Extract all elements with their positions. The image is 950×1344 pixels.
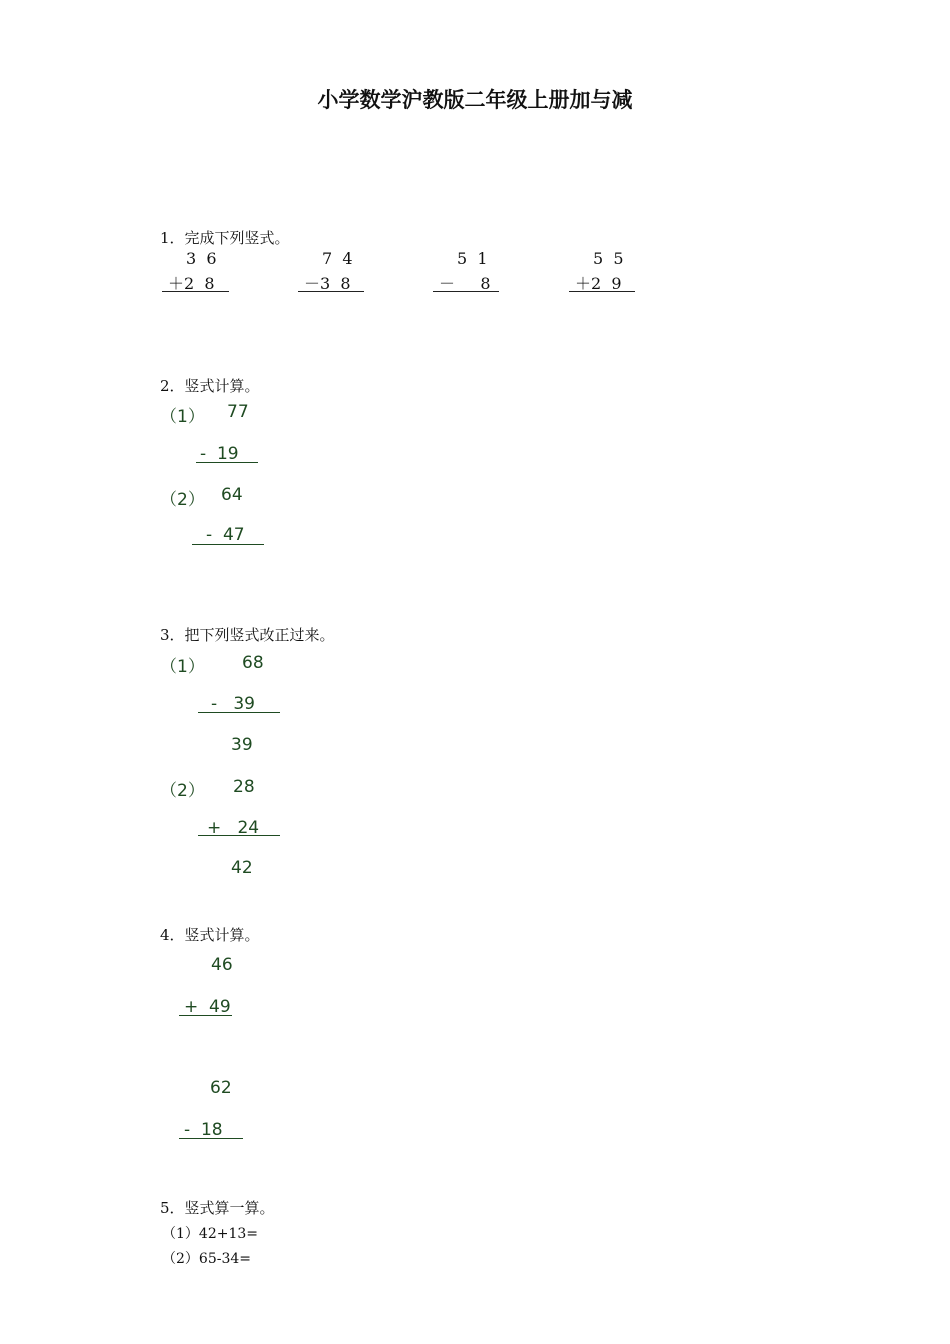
q1-bottom-number: ＋2 9 — [575, 274, 622, 293]
q4-bottom-number: + 49 — [184, 997, 231, 1017]
q2-item-label: （2） — [160, 490, 205, 510]
q1-top-number: 5 1 — [457, 249, 488, 268]
question-2-prompt: 2．竖式计算。 — [160, 377, 260, 395]
q1-top-number: 3 6 — [186, 249, 217, 268]
q2-top-number: 64 — [221, 485, 243, 505]
q2-bottom-number: - 19 — [200, 444, 239, 464]
q1-underline — [298, 291, 364, 292]
q5-item-2: （2）65-34= — [162, 1251, 251, 1267]
q3-result-number: 42 — [231, 858, 253, 878]
q3-top-number: 68 — [242, 653, 264, 673]
q1-bottom-number: ＋2 8 — [168, 274, 215, 293]
q3-top-number: 28 — [233, 777, 255, 797]
q1-underline — [433, 291, 499, 292]
q2-item-label: （1） — [160, 407, 205, 427]
q5-item-1: （1）42+13= — [162, 1226, 258, 1242]
q4-bottom-number: - 18 — [184, 1120, 223, 1140]
q1-bottom-number: － 8 — [439, 274, 491, 293]
q3-underline — [198, 835, 280, 836]
q2-top-number: 77 — [227, 402, 249, 422]
q3-bottom-number: - 39 — [211, 694, 255, 714]
q3-item-label: （2） — [160, 781, 205, 801]
question-5-prompt: 5．竖式算一算。 — [160, 1199, 275, 1217]
page-title: 小学数学沪教版二年级上册加与减 — [317, 88, 633, 112]
q3-bottom-number: + 24 — [207, 818, 260, 838]
q1-underline — [569, 291, 635, 292]
q2-underline — [196, 462, 258, 463]
question-4-prompt: 4．竖式计算。 — [160, 926, 260, 944]
q4-underline — [179, 1138, 243, 1139]
question-3-prompt: 3．把下列竖式改正过来。 — [160, 626, 335, 644]
q1-top-number: 5 5 — [593, 249, 624, 268]
q1-top-number: 7 4 — [322, 249, 353, 268]
q4-top-number: 62 — [210, 1078, 232, 1098]
q1-bottom-number: －3 8 — [304, 274, 351, 293]
q3-result-number: 39 — [231, 735, 253, 755]
question-1-prompt: 1．完成下列竖式。 — [160, 229, 290, 247]
q3-underline — [198, 712, 280, 713]
q2-bottom-number: - 47 — [206, 525, 245, 545]
q4-underline — [179, 1015, 232, 1016]
q1-underline — [162, 291, 229, 292]
q4-top-number: 46 — [211, 955, 233, 975]
q3-item-label: （1） — [160, 657, 205, 677]
q2-underline — [192, 544, 264, 545]
